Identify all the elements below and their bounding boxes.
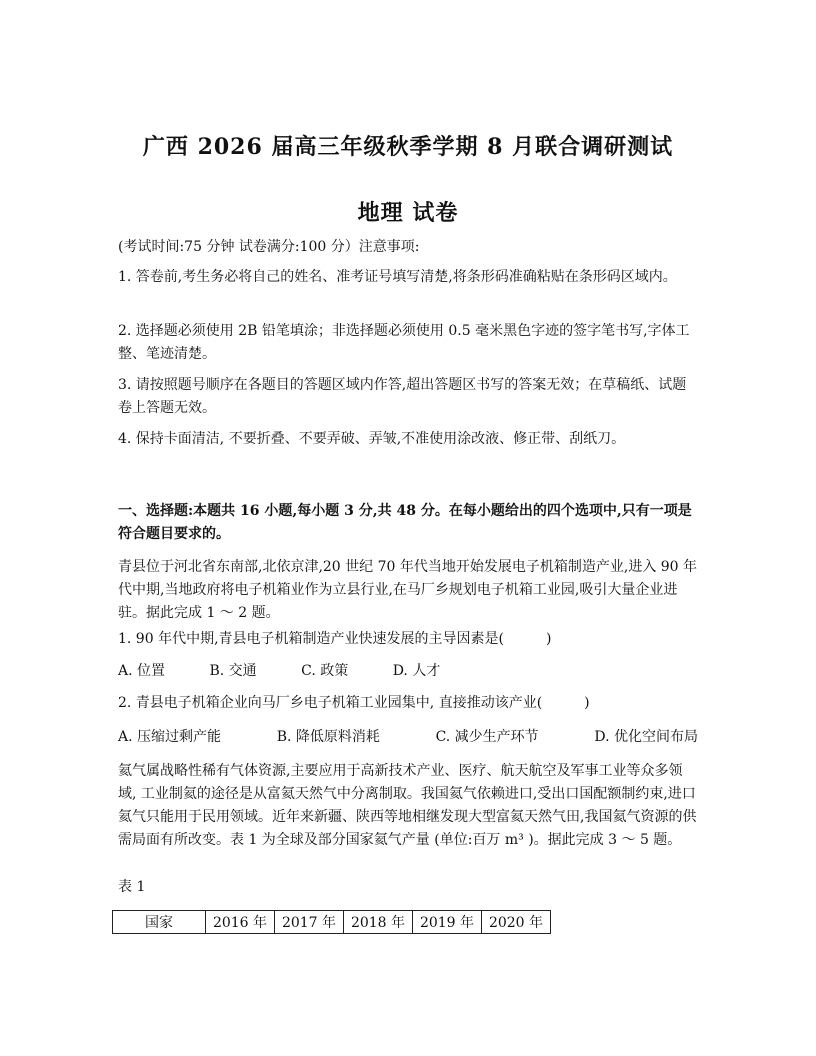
instruction-item: 3. 请按照题号顺序在各题目的答题区域内作答,超出答题区书写的答案无效；在草稿纸、试题卷上答题无效。 — [118, 377, 687, 416]
exam-title: 广西 2026 届高三年级秋季学期 8 月联合调研测试 — [142, 134, 674, 160]
table-header-cell: 2019 年 — [413, 911, 482, 934]
question-2-option-b: B. 降低原料消耗 — [276, 729, 380, 745]
question-2-options — [118, 726, 698, 749]
table-header-row — [113, 911, 551, 934]
section-heading: 一、选择题:本题共 16 小题,每小题 3 分,共 48 分。在每小题给出的四个选项中,只有一项是符合题目要求的。 — [118, 503, 692, 542]
table-header-cell: 2017 年 — [275, 911, 344, 934]
passage-2: 氦气属战略性稀有气体资源,主要应用于高新技术产业、医疗、航天航空及军事工业等众多领域, 工业制氦的途径是从富氦天然气中分离制取。我国氦气依赖进口,受出口国配额制约束,进口氦气只能用于民用领域。近年来新疆、陕西等地相继发现大型富氦天然气田,我国氦气资源的供需局面有所改变。表 1 为全球及部分国家氦气产量 (单位:百万 m³ )。据此完成 3 ～ 5 题。 — [118, 763, 697, 848]
exam-subtitle: 地理 试卷 — [357, 200, 459, 226]
question-1-option-a: A. 位置 — [118, 663, 166, 679]
question-1-options — [118, 660, 480, 683]
table-header-cell: 2016 年 — [206, 911, 275, 934]
question-1-option-d: D. 人才 — [392, 663, 441, 679]
exam-notice: (考试时间:75 分钟 试卷满分:100 分）注意事项: — [118, 239, 420, 255]
table-header-cell: 国家 — [113, 911, 206, 934]
question-2-stem: 2. 青县电子机箱企业向马厂乡电子机箱工业园集中, 直接推动该产业( ) — [118, 695, 590, 711]
question-2-option-d: D. 优化空间布局 — [594, 729, 698, 745]
table-header-cell: 2018 年 — [344, 911, 413, 934]
question-1-option-b: B. 交通 — [209, 663, 257, 679]
table-header-cell: 2020 年 — [482, 911, 551, 934]
instruction-item: 2. 选择题必须使用 2B 铅笔填涂；非选择题必须使用 0.5 毫米黑色字迹的签字笔书写,字体工整、笔迹清楚。 — [118, 323, 690, 362]
question-2-option-c: C. 减少生产环节 — [435, 729, 539, 745]
instruction-item: 4. 保持卡面清洁, 不要折叠、不要弄破、弄皱,不准使用涂改液、修正带、刮纸刀。 — [118, 431, 626, 447]
question-1-option-c: C. 政策 — [301, 663, 349, 679]
table-label: 表 1 — [118, 879, 146, 895]
passage-1: 青县位于河北省东南部,北依京津,20 世纪 70 年代当地开始发展电子机箱制造产业,进入 90 年代中期,当地政府将电子机箱业作为立县行业,在马厂乡规划电子机箱工业园,吸引大量企业进驻。据此完成 1 ～ 2 题。 — [118, 559, 698, 621]
question-1-stem: 1. 90 年代中期,青县电子机箱制造产业快速发展的主导因素是( ) — [118, 631, 552, 647]
helium-production-table — [112, 910, 551, 934]
question-2-option-a: A. 压缩过剩产能 — [118, 729, 222, 745]
instruction-item: 1. 答卷前,考生务必将自己的姓名、准考证号填写清楚,将条形码准确粘贴在条形码区域内。 — [118, 269, 677, 285]
